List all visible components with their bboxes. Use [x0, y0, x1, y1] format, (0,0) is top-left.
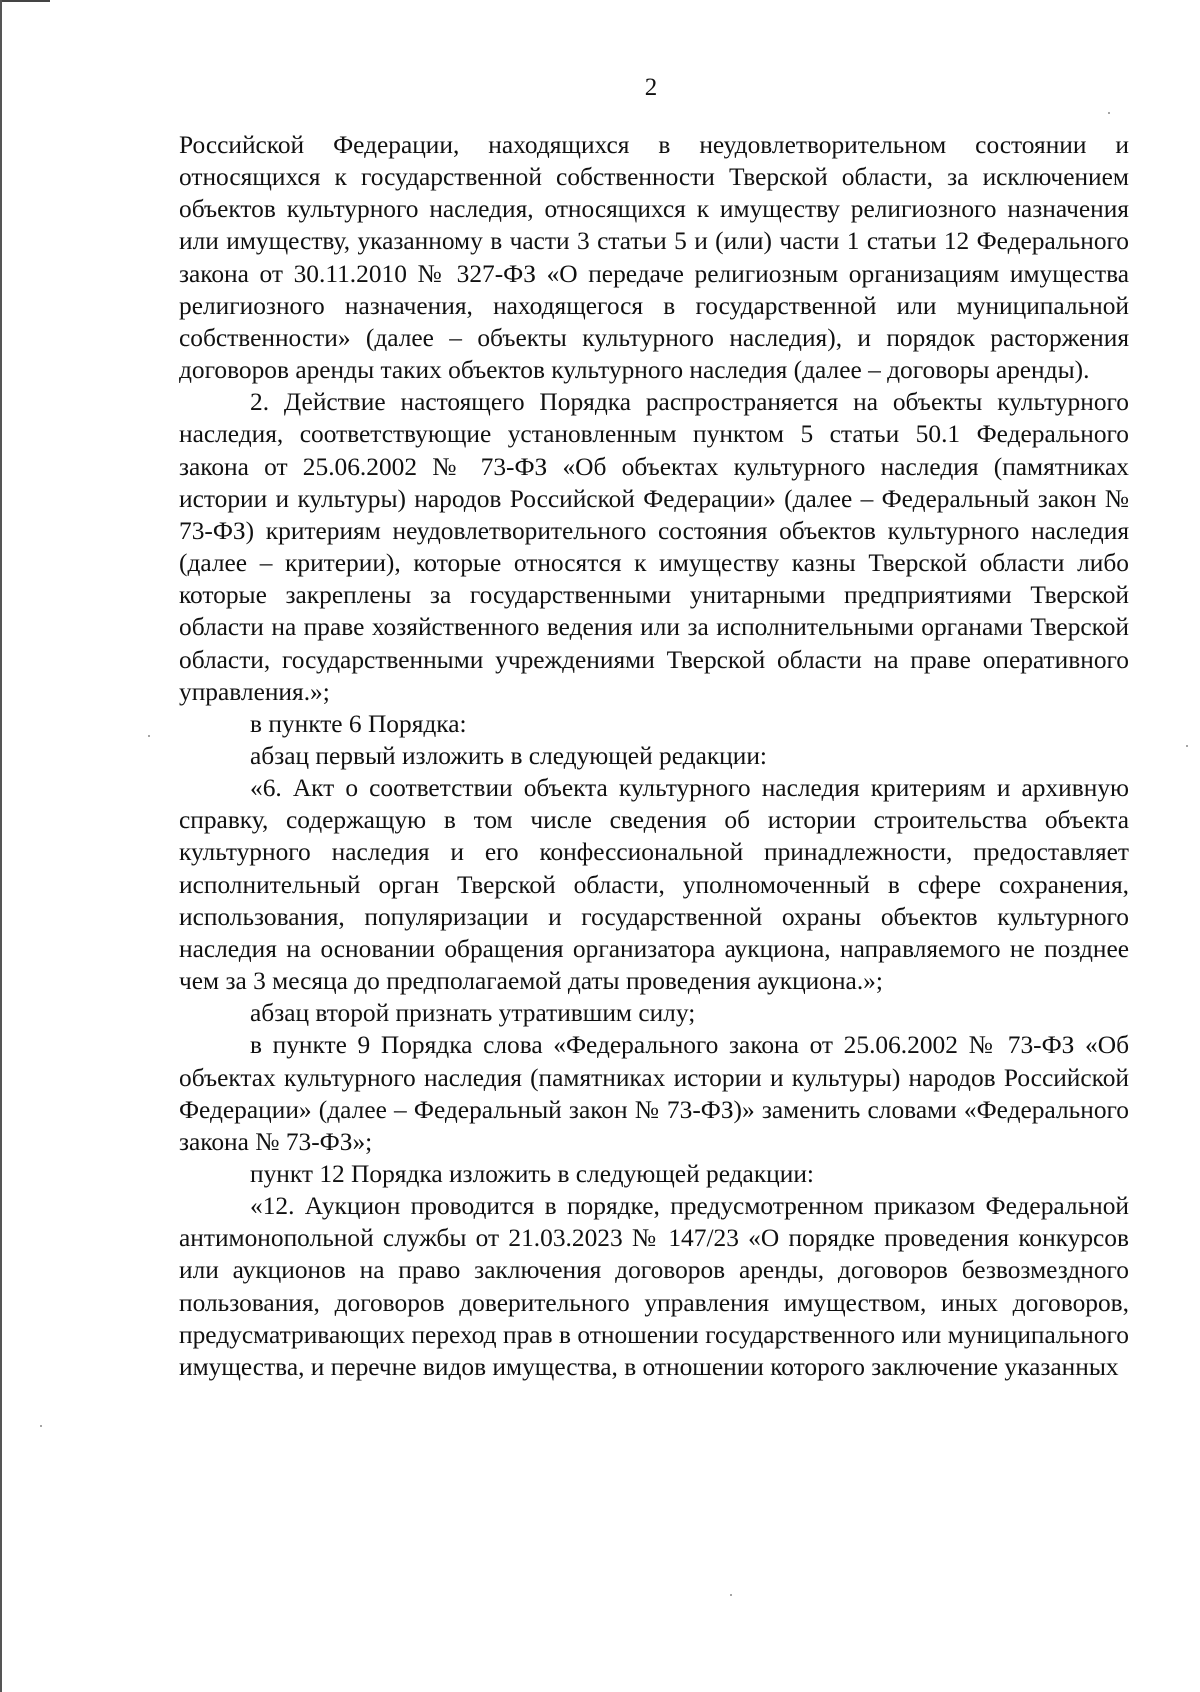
paragraph-first-abzac: абзац первый изложить в следующей редакции: [250, 741, 767, 770]
scan-speck [730, 1594, 732, 1596]
document-body [179, 129, 1129, 1383]
paragraph-item-12: «12. Аукцион проводится в порядке, предусмотренном приказом Федеральной антимонопольной службы от 21.03.2023 № 147/23 «О порядке проведения конкурсов или аукционов на право заключения договоров аренды, договоров безвозмездного пользования, договоров доверительного управления имуществом, иных договоров, предусматривающих переход прав в отношении государственного или муниципального имущества, и перечне видов имущества, в отношении которого заключение указанных [179, 1192, 1129, 1381]
scan-edge-top [0, 0, 50, 2]
paragraph-point-9: в пункте 9 Порядка слова «Федерального закона от 25.06.2002 № 73-ФЗ «Об объектах культурного наследия (памятниках истории и культуры) народов Российской Федерации» (далее – Федеральный закон № 73-ФЗ)» заменить словами «Федерального закона № 73-ФЗ»; [179, 1031, 1129, 1156]
scan-edge-left [0, 0, 2, 1692]
scan-speck [148, 735, 150, 737]
paragraph-continuation: Российской Федерации, находящихся в неудовлетворительном состоянии и относящихся к государственной собственности Тверской области, за исключением объектов культурного наследия, относящихся к имуществу религиозного назначения или имуществу, указанному в части 3 статьи 5 и (или) части 1 статьи 12 Федерального закона от 30.11.2010 № 327-ФЗ «О передаче религиозным организациям имущества религиозного назначения, находящегося в государственной или муниципальной собственности» (далее – объекты культурного наследия), и порядок расторжения договоров аренды таких объектов культурного наследия (далее – договоры аренды). [179, 131, 1129, 385]
page-number: 2 [644, 74, 658, 101]
paragraph-item-6: «6. Акт о соответствии объекта культурного наследия критериям и архивную справку, содержащую в том числе сведения об истории строительства объекта культурного наследия и его конфессиональной принадлежности, предоставляет исполнительный орган Тверской области, уполномоченный в сфере сохранения, использования, популяризации и государственной охраны объектов культурного наследия на основании обращения организатора аукциона, направляемого не позднее чем за 3 месяца до предполагаемой даты проведения аукциона.»; [179, 774, 1129, 996]
paragraph-item-2: 2. Действие настоящего Порядка распространяется на объекты культурного наследия, соответствующие установленным пунктом 5 статьи 50.1 Федерального закона от 25.06.2002 № 73-ФЗ «Об объектах культурного наследия (памятниках истории и культуры) народов Российской Федерации» (далее – Федеральный закон № 73-ФЗ) критериям неудовлетворительного состояния объектов культурного наследия (далее – критерии), которые относятся к имуществу казны Тверской области либо которые закреплены за государственными унитарными предприятиями Тверской области на праве хозяйственного ведения или за исполнительными органами Тверской области, государственными учреждениями Тверской области на праве оперативного управления.»; [179, 388, 1129, 706]
paragraph-second-abzac: абзац второй признать утратившим силу; [250, 999, 696, 1028]
paragraph-point-12-intro: пункт 12 Порядка изложить в следующей редакции: [250, 1160, 814, 1188]
scan-speck [40, 1425, 42, 1427]
scan-speck [1108, 112, 1110, 114]
scan-speck [1186, 745, 1188, 747]
paragraph-point-6-intro: в пункте 6 Порядка: [250, 709, 467, 738]
